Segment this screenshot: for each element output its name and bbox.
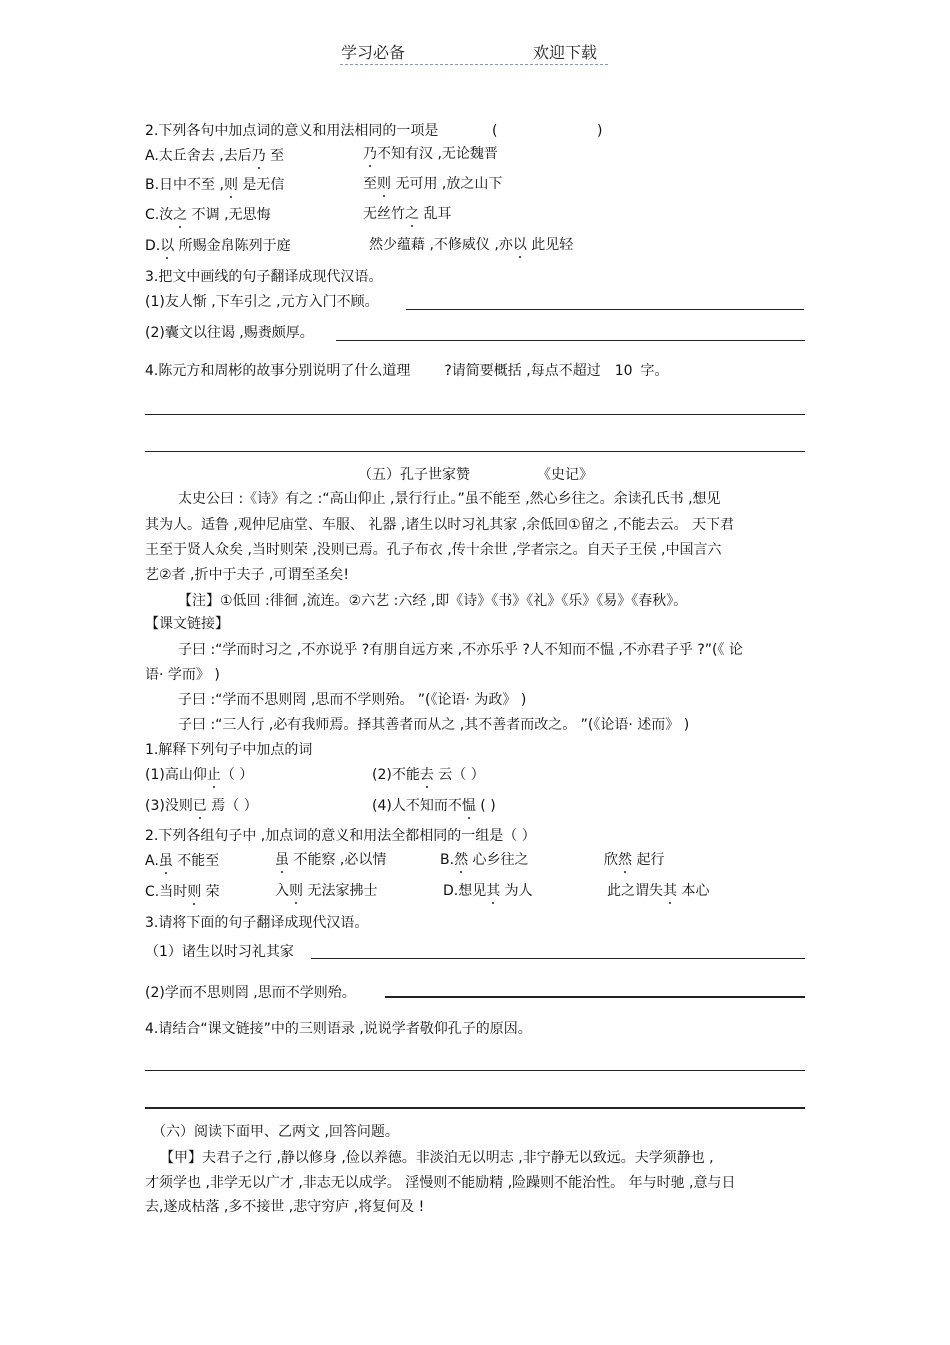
s5-q3-stem: 3.请将下面的句子翻译成现代汉语。 <box>145 915 369 931</box>
section6-text-line-1: 【甲】夫君子之行 ,静以修身 ,俭以养德。非淡泊无以明志 ,非宁静无以致远。夫学须静也 , <box>160 1150 714 1166</box>
section6-text-line-2: 才须学也 ,非学无以广才 ,非志无以成学。 淫慢则不能励精 ,险躁则不能治性。 年与时驰 ,意与日 <box>145 1175 736 1191</box>
s5-q2-option-d-pair: 此之谓失其 本心 <box>607 883 710 899</box>
q2-option-c-left: C.汝之 不调 ,无思悔 <box>145 207 271 223</box>
s5-q4-stem: 4.请结合“课文链接”中的三则语录 ,说说学者敬仰孔子的原因。 <box>145 1021 532 1037</box>
q3-answer-line-2[interactable] <box>336 340 805 341</box>
s5-q3-answer-line-1[interactable] <box>311 958 805 959</box>
s5-q2-option-c: C.当时则 荣 <box>145 884 220 900</box>
q2-stem: 2.下列各句中加点词的意义和用法相同的一项是 <box>145 123 439 139</box>
section5-quote-3: 子曰 :“三人行 ,必有我师焉。择其善者而从之 ,其不善者而改之。 ”(《论语· 述而》 ) <box>178 717 690 733</box>
q4-answer-line-2[interactable] <box>145 451 805 452</box>
q4-stem: 4.陈元方和周彬的故事分别说明了什么道理 ?请简要概括 ,每点不超过 10 字。 <box>145 363 669 379</box>
section5-text-line-2: 其为人。适鲁 ,观仲尼庙堂、车服、 礼器 ,诸生以时习礼其家 ,余低回①留之 ,不能去云。 天下君 <box>145 517 735 533</box>
section5-quote-1: 子曰 :“学而时习之 ,不亦说乎 ?有朋自远方来 ,不亦乐乎 ?人不知而不愠 ,不亦君子乎 ?”(《 论 <box>178 642 743 658</box>
section5-link-title: 【课文链接】 <box>145 616 229 632</box>
s5-q1-stem: 1.解释下列句子中加点的词 <box>145 742 313 758</box>
section5-text-line-3: 王至于贤人众矣 ,当时则荣 ,没则已焉。孔子布衣 ,传十余世 ,学者宗之。自天子王侯 ,中国言六 <box>145 542 722 558</box>
section5-source: 《史记》 <box>537 467 593 483</box>
s5-q2-option-d: D.想见其 为人 <box>443 883 533 899</box>
section5-text-line-4: 艺②者 ,折中于夫子 ,可谓至圣矣! <box>145 567 349 583</box>
q4-answer-line-1[interactable] <box>145 414 805 415</box>
s5-q3-item-2: (2)学而不思则罔 ,思而不学则殆。 <box>145 985 356 1001</box>
s5-q2-option-b: B.然 心乡往之 <box>440 852 529 868</box>
q2-paren-open: ( <box>492 123 498 139</box>
s5-q3-answer-line-2[interactable] <box>385 996 805 998</box>
section5-text-line-1: 太史公曰 :《诗》有之 :“高山仰止 ,景行行止。”虽不能至 ,然心乡往之。余读孔氏书 ,想见 <box>178 491 721 507</box>
q3-stem: 3.把文中画线的句子翻译成现代汉语。 <box>145 269 383 285</box>
s5-q4-answer-line-1[interactable] <box>145 1070 805 1071</box>
q2-option-d-right: 然少蕴藉 ,不修威仪 ,亦以 此见轻 <box>369 237 574 253</box>
section5-title: （五）孔子世家赞 <box>358 467 470 483</box>
section6-text-line-3: 去,遂成枯落 ,多不接世 ,悲守穷庐 ,将复何及 ! <box>145 1199 425 1215</box>
section5-quote-2: 子曰 :“学而不思则罔 ,思而不学则殆。 ”(《论语· 为政》 ) <box>178 692 527 708</box>
section5-quote-1-cont: 语· 学而》 ) <box>145 667 220 683</box>
q2-option-d-left: D.以 所赐金帛陈列于庭 <box>145 238 291 254</box>
s5-q4-answer-line-2[interactable] <box>145 1107 805 1109</box>
s5-q3-item-1: （1）诸生以时习礼其家 <box>145 944 294 960</box>
header-right: 欢迎下载 <box>533 43 598 62</box>
header-divider <box>340 64 608 65</box>
s5-q1-item-4: (4)人不知而不愠 ( ) <box>372 798 496 814</box>
section5-note: 【注】①低回 :徘徊 ,流连。②六艺 :六经 ,即《诗》《书》《礼》《乐》《易》《春秋》。 <box>178 593 688 609</box>
q2-paren-close: ) <box>597 123 603 139</box>
q2-option-c-right: 无丝竹之 乱耳 <box>363 206 452 222</box>
q2-option-a-left: A.太丘舍去 ,去后乃 至 <box>145 148 285 164</box>
s5-q2-option-a-pair: 虽 不能察 ,必以情 <box>275 852 387 868</box>
header-left: 学习必备 <box>341 43 406 62</box>
s5-q1-item-3: (3)没则已 焉（ ） <box>145 798 258 814</box>
q3-item-2: (2)囊文以往谒 ,赐赉颇厚。 <box>145 325 314 341</box>
s5-q1-item-2: (2)不能去 云（ ） <box>372 767 485 783</box>
q2-option-b-right: 至则 无可用 ,放之山下 <box>363 176 503 192</box>
q2-option-b-left: B.日中不至 ,则 是无信 <box>145 177 285 193</box>
section6-title: （六）阅读下面甲、乙两文 ,回答问题。 <box>152 1124 399 1140</box>
q2-option-a-right: 乃不知有汉 ,无论魏晋 <box>363 146 498 162</box>
q3-answer-line-1[interactable] <box>406 309 804 310</box>
s5-q2-option-b-pair: 欣然 起行 <box>604 852 665 868</box>
s5-q2-stem: 2.下列各组句子中 ,加点词的意义和用法全都相同的一组是（ ） <box>145 828 536 844</box>
s5-q1-item-1: (1)高山仰止（ ） <box>145 767 254 783</box>
q3-item-1: (1)友人惭 ,下车引之 ,元方入门不顾。 <box>145 294 379 310</box>
s5-q2-option-a: A.虽 不能至 <box>145 853 220 869</box>
s5-q2-option-c-pair: 入则 无法家拂士 <box>275 883 378 899</box>
